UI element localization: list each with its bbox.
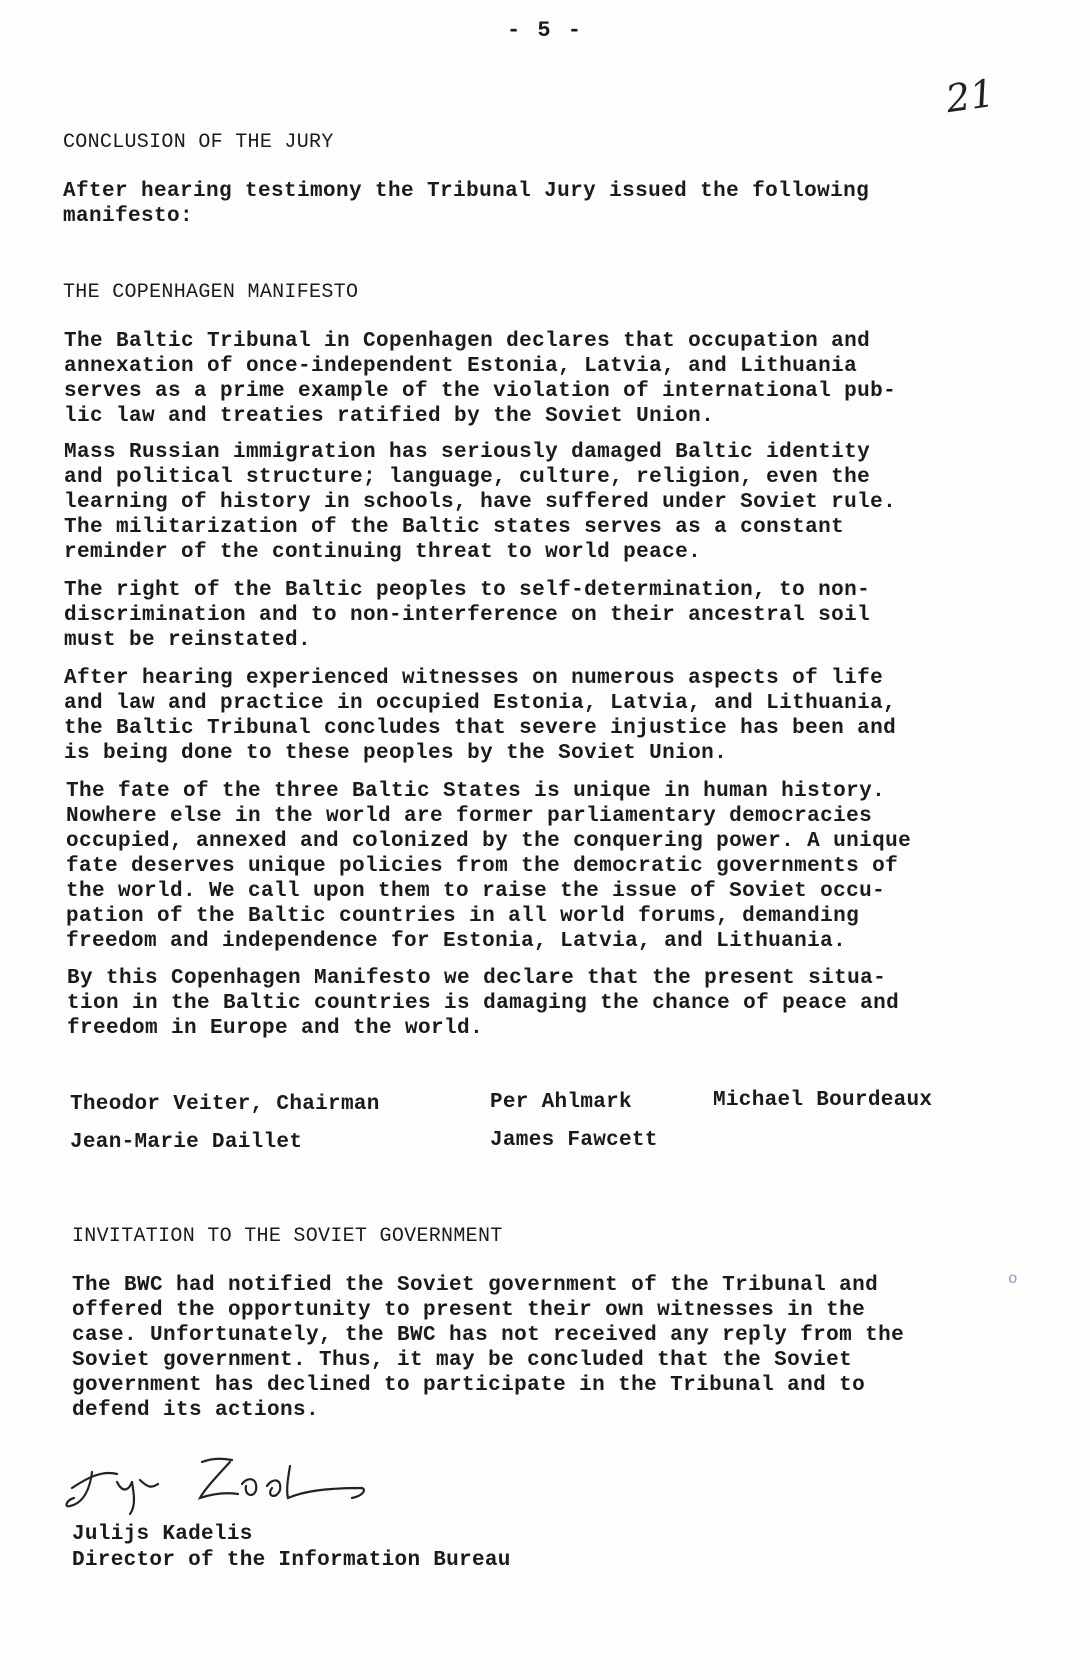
text-line: By this Copenhagen Manifesto we declare that the present situa- xyxy=(67,967,887,990)
page-number: - 5 - xyxy=(506,18,583,43)
text-line: offered the opportunity to present their own witnesses in the xyxy=(72,1299,866,1322)
text-line: serves as a prime example of the violation of international pub- xyxy=(64,380,897,403)
text-line: discrimination and to non-interference on their ancestral soil xyxy=(64,604,871,627)
manifesto-paragraph-1 xyxy=(64,329,1044,429)
text-line: The Baltic Tribunal in Copenhagen declares that occupation and xyxy=(64,330,871,353)
text-line: must be reinstated. xyxy=(64,629,312,652)
text-line: learning of history in schools, have suffered under Soviet rule. xyxy=(64,491,897,514)
conclusion-paragraph xyxy=(63,179,1043,229)
text-line: reminder of the continuing threat to world peace. xyxy=(64,541,702,564)
manifesto-paragraph-4 xyxy=(64,666,1044,766)
signatory-bourdeaux: Michael Bourdeaux xyxy=(713,1089,933,1112)
text-line: Nowhere else in the world are former parliamentary democracies xyxy=(66,805,873,828)
text-line: freedom in Europe and the world. xyxy=(67,1017,484,1040)
margin-mark: o xyxy=(1008,1270,1018,1288)
text-line: annexation of once-independent Estonia, Latvia, and Lithuania xyxy=(64,355,858,378)
manifesto-paragraph-6 xyxy=(67,966,1047,1041)
text-line: fate deserves unique policies from the democratic governments of xyxy=(66,855,899,878)
handwritten-page-number: 21 xyxy=(943,70,998,122)
text-line: Mass Russian immigration has seriously damaged Baltic identity xyxy=(64,441,871,464)
signatory-daillet: Jean-Marie Daillet xyxy=(70,1131,303,1154)
text-line: The militarization of the Baltic states serves as a constant xyxy=(64,516,845,539)
text-line: The fate of the three Baltic States is unique in human history. xyxy=(66,780,886,803)
text-line: lic law and treaties ratified by the Soviet Union. xyxy=(64,405,715,428)
conclusion-heading: CONCLUSION OF THE JURY xyxy=(63,131,334,154)
text-line: defend its actions. xyxy=(72,1399,320,1422)
text-line: the world. We call upon them to raise the issue of Soviet occu- xyxy=(66,880,886,903)
signatory-ahlmark: Per Ahlmark xyxy=(490,1091,632,1114)
text-line: manifesto: xyxy=(63,205,194,228)
text-line: government has declined to participate in the Tribunal and to xyxy=(72,1374,866,1397)
text-line: case. Unfortunately, the BWC has not received any reply from the xyxy=(72,1324,905,1347)
text-line: The BWC had notified the Soviet government of the Tribunal and xyxy=(72,1274,879,1297)
signer-title: Director of the Information Bureau xyxy=(72,1549,511,1572)
manifesto-heading: THE COPENHAGEN MANIFESTO xyxy=(63,281,359,304)
signatory-fawcett: James Fawcett xyxy=(490,1129,658,1152)
text-line: the Baltic Tribunal concludes that severe injustice has been and xyxy=(64,717,897,740)
text-line: freedom and independence for Estonia, Latvia, and Lithuania. xyxy=(66,930,847,953)
text-line: After hearing testimony the Tribunal Jury issued the following xyxy=(63,180,870,203)
text-line: occupied, annexed and colonized by the conquering power. A unique xyxy=(66,830,912,853)
text-line: Soviet government. Thus, it may be concluded that the Soviet xyxy=(72,1349,853,1372)
text-line: and law and practice in occupied Estonia, Latvia, and Lithuania, xyxy=(64,692,897,715)
invitation-heading: INVITATION TO THE SOVIET GOVERNMENT xyxy=(72,1225,503,1248)
text-line: and political structure; language, culture, religion, even the xyxy=(64,466,871,489)
handwritten-signature xyxy=(62,1448,402,1518)
signatory-veiter: Theodor Veiter, Chairman xyxy=(70,1093,380,1116)
text-line: is being done to these peoples by the Soviet Union. xyxy=(64,742,728,765)
text-line: tion in the Baltic countries is damaging the chance of peace and xyxy=(67,992,900,1015)
text-line: pation of the Baltic countries in all world forums, demanding xyxy=(66,905,860,928)
text-line: After hearing experienced witnesses on numerous aspects of life xyxy=(64,667,884,690)
text-line: The right of the Baltic peoples to self-determination, to non- xyxy=(64,579,871,602)
manifesto-paragraph-5 xyxy=(66,779,1046,954)
signer-name: Julijs Kadelis xyxy=(72,1523,253,1546)
manifesto-paragraph-3 xyxy=(64,578,1044,653)
manifesto-paragraph-2 xyxy=(64,440,1044,565)
invitation-paragraph xyxy=(72,1273,1052,1423)
